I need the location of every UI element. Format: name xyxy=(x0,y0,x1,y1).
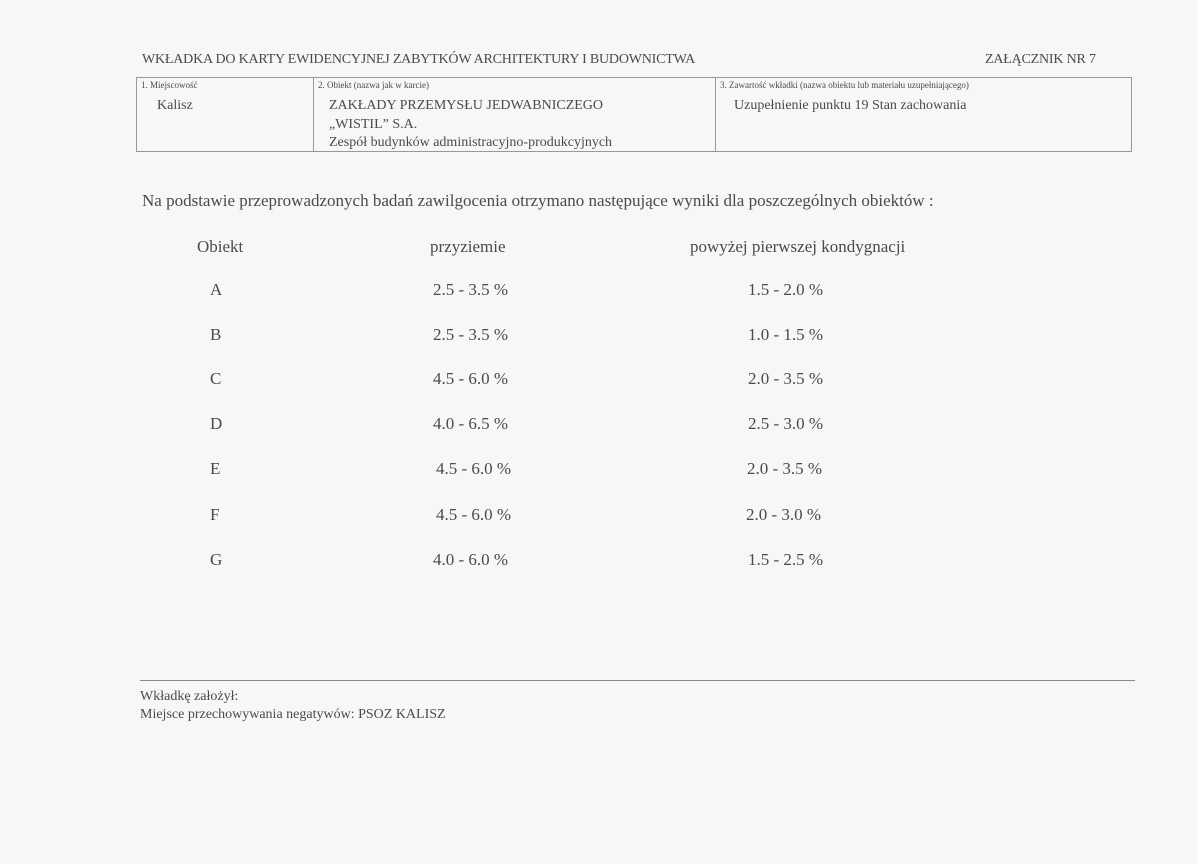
row-object: A xyxy=(210,280,223,299)
object-company: „WISTIL” S.A. xyxy=(329,117,418,132)
annex-number: ZAŁĄCZNIK NR 7 xyxy=(985,52,1096,67)
header-ground-floor: przyziemie xyxy=(430,237,506,256)
row-ground-floor: 4.5 - 6.0 % xyxy=(436,459,512,478)
row-object: C xyxy=(210,369,222,388)
contents-label: 3. Zawartość wkładki (nazwa obiektu lub materiału uzupełniającego) xyxy=(720,80,969,90)
object-label: 2. Obiekt (nazwa jak w karcie) xyxy=(318,80,429,90)
row-object: B xyxy=(210,325,222,344)
row-upper-floors: 2.0 - 3.0 % xyxy=(746,505,822,524)
intro-text: Na podstawie przeprowadzonych badań zawilgocenia otrzymano następujące wyniki dla poszczególnych obiektów : xyxy=(142,191,934,210)
contents-cell xyxy=(716,78,1131,151)
row-upper-floors: 1.5 - 2.0 % xyxy=(748,280,824,299)
row-ground-floor: 4.0 - 6.0 % xyxy=(433,550,509,569)
row-ground-floor: 4.0 - 6.5 % xyxy=(433,414,509,433)
row-upper-floors: 2.0 - 3.5 % xyxy=(747,459,823,478)
row-object: E xyxy=(210,459,221,478)
object-cell xyxy=(314,78,716,151)
row-object: D xyxy=(210,414,223,433)
row-ground-floor: 4.5 - 6.0 % xyxy=(436,505,512,524)
row-object: F xyxy=(210,505,220,524)
created-by: Wkładkę założył: xyxy=(140,689,239,704)
object-description: Zespół budynków administracyjno-produkcyjnych xyxy=(329,135,613,150)
header-object: Obiekt xyxy=(197,237,244,256)
row-object: G xyxy=(210,550,223,569)
locality-cell xyxy=(137,78,314,151)
row-ground-floor: 2.5 - 3.5 % xyxy=(433,325,509,344)
document-title: WKŁADKA DO KARTY EWIDENCYJNEJ ZABYTKÓW ARCHITEKTURY I BUDOWNICTWA xyxy=(142,52,695,67)
info-box xyxy=(136,77,1132,152)
row-ground-floor: 2.5 - 3.5 % xyxy=(433,280,509,299)
contents-value: Uzupełnienie punktu 19 Stan zachowania xyxy=(734,98,967,113)
row-upper-floors: 1.0 - 1.5 % xyxy=(748,325,824,344)
locality-value: Kalisz xyxy=(157,98,193,113)
locality-label: 1. Miejscowość xyxy=(141,80,198,90)
footer-divider xyxy=(140,680,1135,681)
row-upper-floors: 2.5 - 3.0 % xyxy=(748,414,824,433)
row-upper-floors: 1.5 - 2.5 % xyxy=(748,550,824,569)
row-upper-floors: 2.0 - 3.5 % xyxy=(748,369,824,388)
row-ground-floor: 4.5 - 6.0 % xyxy=(433,369,509,388)
object-name: ZAKŁADY PRZEMYSŁU JEDWABNICZEGO xyxy=(329,98,604,113)
header-upper-floors: powyżej pierwszej kondygnacji xyxy=(690,237,906,256)
negatives-location: Miejsce przechowywania negatywów: PSOZ KALISZ xyxy=(140,707,446,722)
